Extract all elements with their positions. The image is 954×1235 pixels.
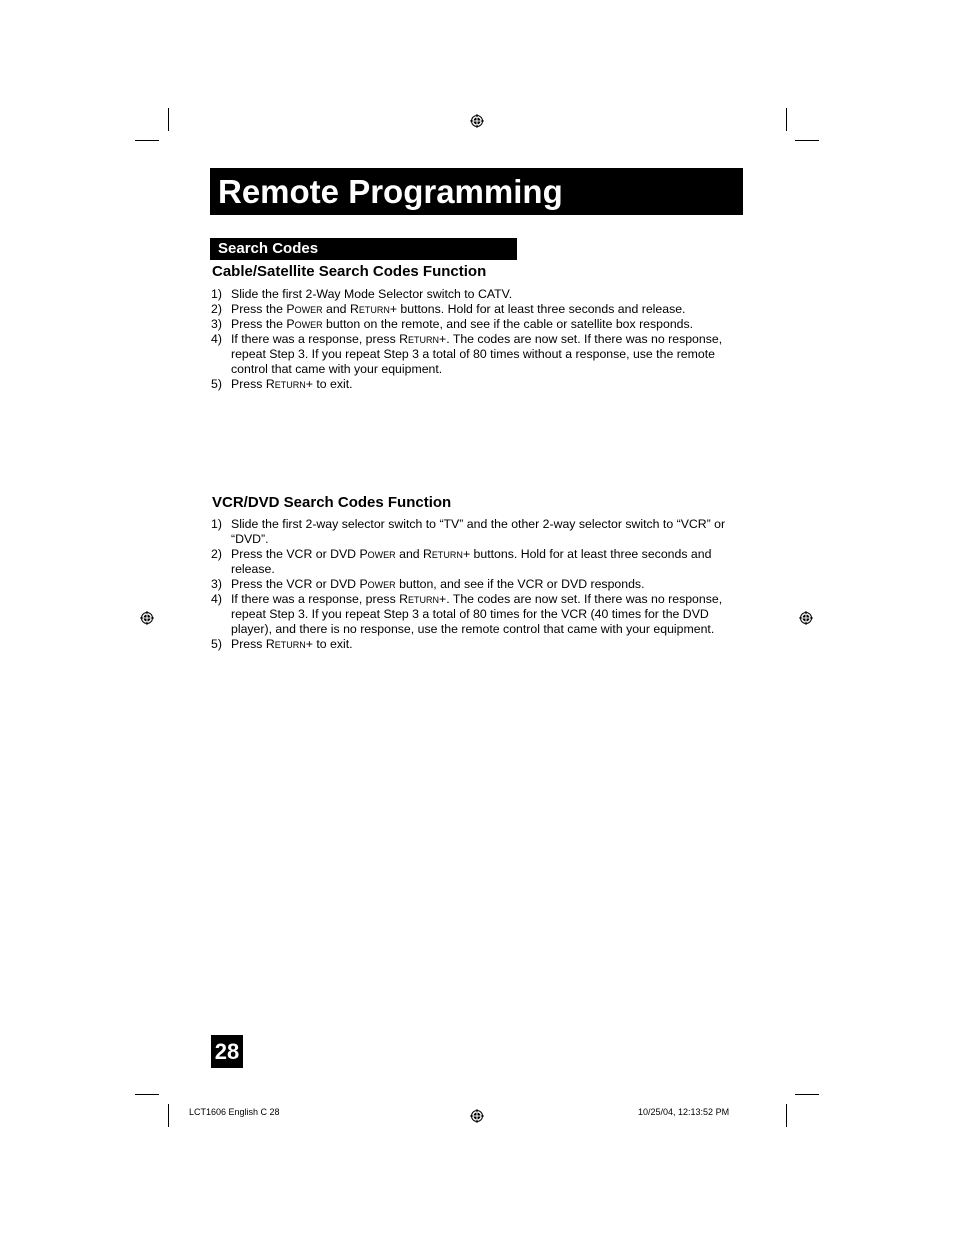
list-item [211, 302, 741, 317]
vcr-heading: VCR/DVD Search Codes Function [212, 494, 452, 511]
step-text: +. The codes are now set. If there was no response, repeat Step 3. If you repeat Step 3 a total of 80 times without a response, use the remote control that came with your equipment. [231, 332, 723, 376]
registration-mark-icon [799, 611, 813, 625]
step-number: 4) [211, 592, 222, 606]
crop-mark [795, 140, 819, 141]
crop-mark [786, 108, 787, 131]
cable-steps [211, 287, 741, 392]
button-name: Power [359, 547, 396, 561]
list-item [211, 517, 741, 547]
list-item [211, 592, 741, 637]
button-name: Return [349, 302, 390, 316]
section-heading: Search Codes [210, 238, 517, 260]
step-number: 2) [211, 547, 222, 561]
step-text: Press the [231, 317, 287, 331]
button-name: Power [286, 302, 323, 316]
list-item [211, 547, 741, 577]
list-item [211, 637, 741, 652]
step-text: + buttons. Hold for at least three seconds and release. [389, 302, 686, 316]
button-name: Return [423, 547, 463, 561]
list-item [211, 332, 741, 377]
list-item [211, 577, 741, 592]
step-text: Press [231, 377, 266, 391]
step-number: 4) [211, 332, 222, 346]
step-text: +. The codes are now set. If there was no response, repeat Step 3. If you repeat Step 3 a total of 80 times for the VCR (40 times for the DVD player), and there is no response, use the remote control that came with your equipment. [231, 592, 723, 636]
step-number: 3) [211, 317, 222, 331]
button-name: Return [265, 377, 306, 391]
crop-mark [168, 108, 169, 131]
list-item [211, 317, 741, 332]
registration-mark-icon [140, 611, 154, 625]
vcr-steps [211, 517, 741, 652]
button-name: Return [399, 332, 440, 346]
step-text: Slide the first 2-way selector switch to “TV” and the other 2-way selector switch to “VCR” or “DVD”. [231, 517, 726, 546]
step-text: button, and see if the VCR or DVD responds. [395, 577, 645, 591]
step-text: If there was a response, press [231, 332, 400, 346]
step-text: + buttons. Hold for at least three seconds and release. [231, 547, 712, 576]
step-number: 2) [211, 302, 222, 316]
crop-mark [795, 1094, 819, 1095]
registration-mark-icon [470, 1109, 484, 1123]
step-text: + to exit. [305, 637, 353, 651]
step-number: 3) [211, 577, 222, 591]
step-text: Press the VCR or DVD [231, 577, 360, 591]
step-text: Slide the first 2-Way Mode Selector switch to CATV. [231, 287, 513, 301]
page-number: 28 [211, 1035, 243, 1068]
crop-mark [135, 1094, 159, 1095]
step-text: Press the VCR or DVD [231, 547, 360, 561]
crop-mark [168, 1104, 169, 1127]
crop-mark [786, 1104, 787, 1127]
step-number: 5) [211, 637, 222, 651]
list-item [211, 287, 741, 302]
step-text: and [322, 302, 350, 316]
button-name: Return [399, 592, 440, 606]
step-text: and [395, 547, 424, 561]
page-title: Remote Programming [210, 168, 743, 215]
list-item [211, 377, 741, 392]
step-number: 5) [211, 377, 222, 391]
step-text: + to exit. [305, 377, 353, 391]
step-text: Press the [231, 302, 287, 316]
step-text: button on the remote, and see if the cable or satellite box responds. [322, 317, 694, 331]
footer-timestamp: 10/25/04, 12:13:52 PM [638, 1107, 730, 1117]
button-name: Return [265, 637, 306, 651]
step-number: 1) [211, 287, 222, 301]
button-name: Power [286, 317, 323, 331]
button-name: Power [359, 577, 396, 591]
step-text: If there was a response, press [231, 592, 400, 606]
step-number: 1) [211, 517, 222, 531]
cable-heading: Cable/Satellite Search Codes Function [212, 263, 487, 280]
crop-mark [135, 140, 159, 141]
footer-file-info: LCT1606 English C 28 [189, 1107, 280, 1117]
registration-mark-icon [470, 114, 484, 128]
step-text: Press [231, 637, 266, 651]
